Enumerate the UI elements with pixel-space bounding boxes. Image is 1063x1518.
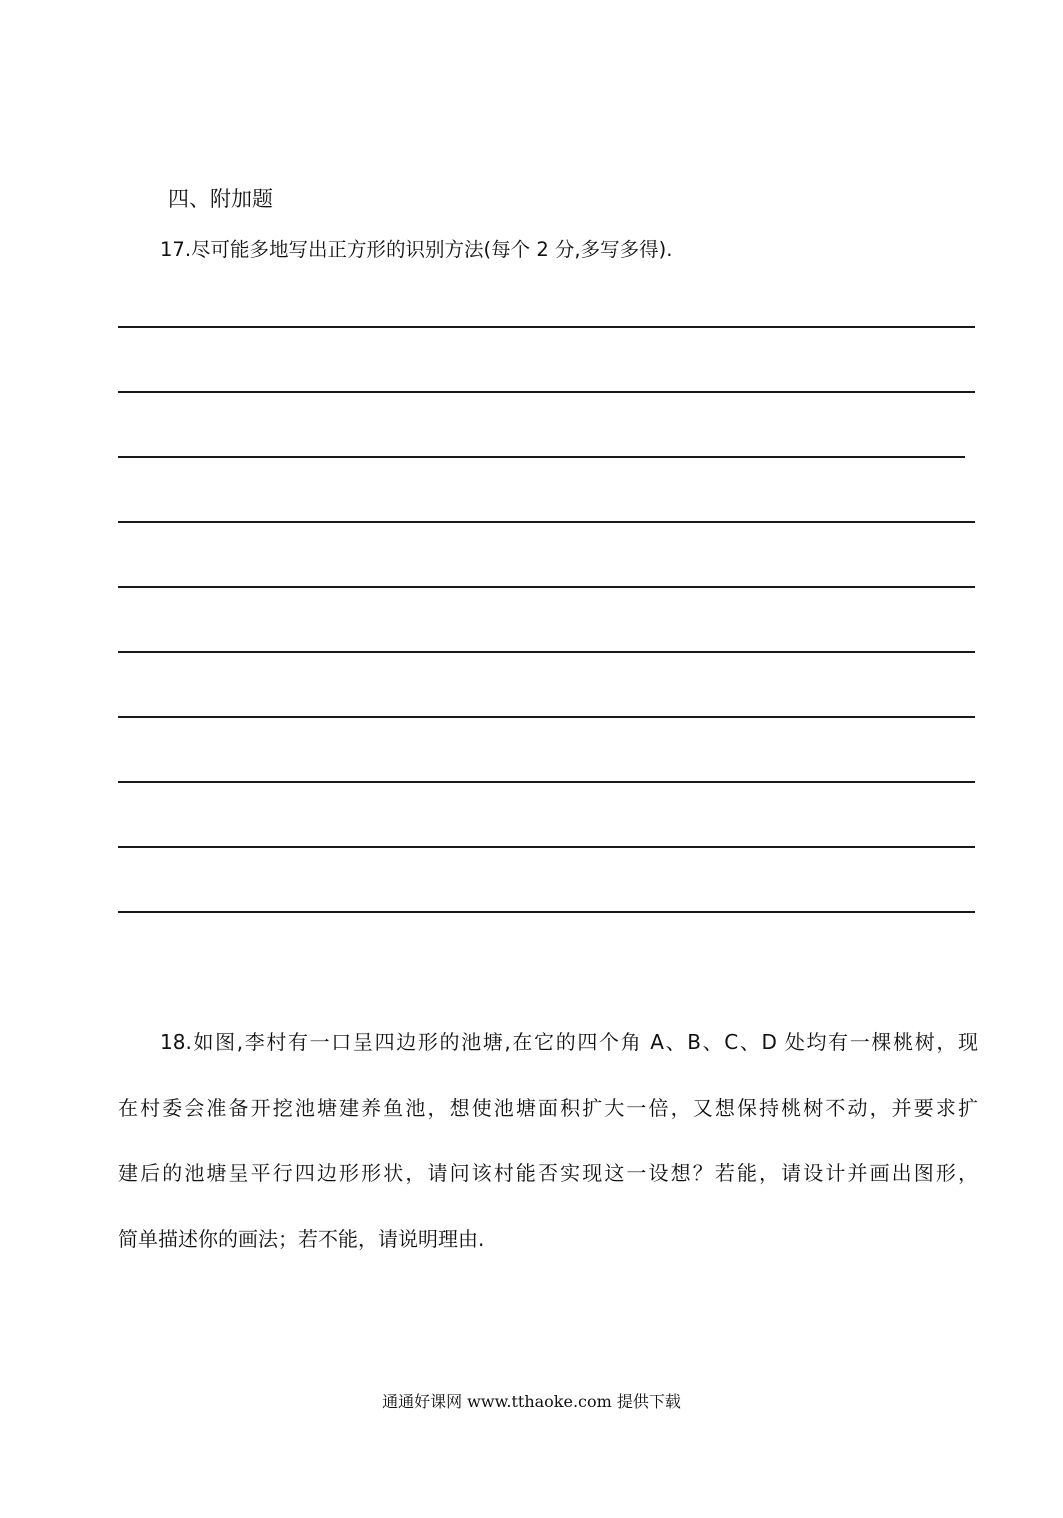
question-18-line: 在村委会准备开挖池塘建养鱼池，想使池塘面积扩大一倍，又想保持桃树不动，并要求扩 [118, 1095, 978, 1120]
answer-line [118, 911, 975, 913]
answer-line [118, 326, 975, 328]
question-18-line: 建后的池塘呈平行四边形形状，请问该村能否实现这一设想？若能，请设计并画出图形， [118, 1161, 978, 1185]
section-title: 四、附加题 [168, 187, 273, 211]
answer-line [118, 456, 965, 458]
answer-line [118, 521, 975, 523]
question-17-text: 17.尽可能多地写出正方形的识别方法(每个 2 分,多写多得). [160, 238, 673, 261]
question-18 [118, 1010, 978, 1272]
answer-line [118, 586, 975, 588]
footer-credit: 通通好课网 www.tthaoke.com 提供下载 [382, 1392, 681, 1411]
answer-line [118, 651, 975, 653]
answer-line [118, 391, 975, 393]
question-18-line: 18.如图,李村有一口呈四边形的池塘,在它的四个角 A、B、C、D 处均有一棵桃树，现 [160, 1030, 978, 1054]
question-18-line: 简单描述你的画法；若不能，请说明理由. [118, 1226, 485, 1251]
answer-line [118, 781, 975, 783]
answer-line [118, 846, 975, 848]
answer-line [118, 716, 975, 718]
